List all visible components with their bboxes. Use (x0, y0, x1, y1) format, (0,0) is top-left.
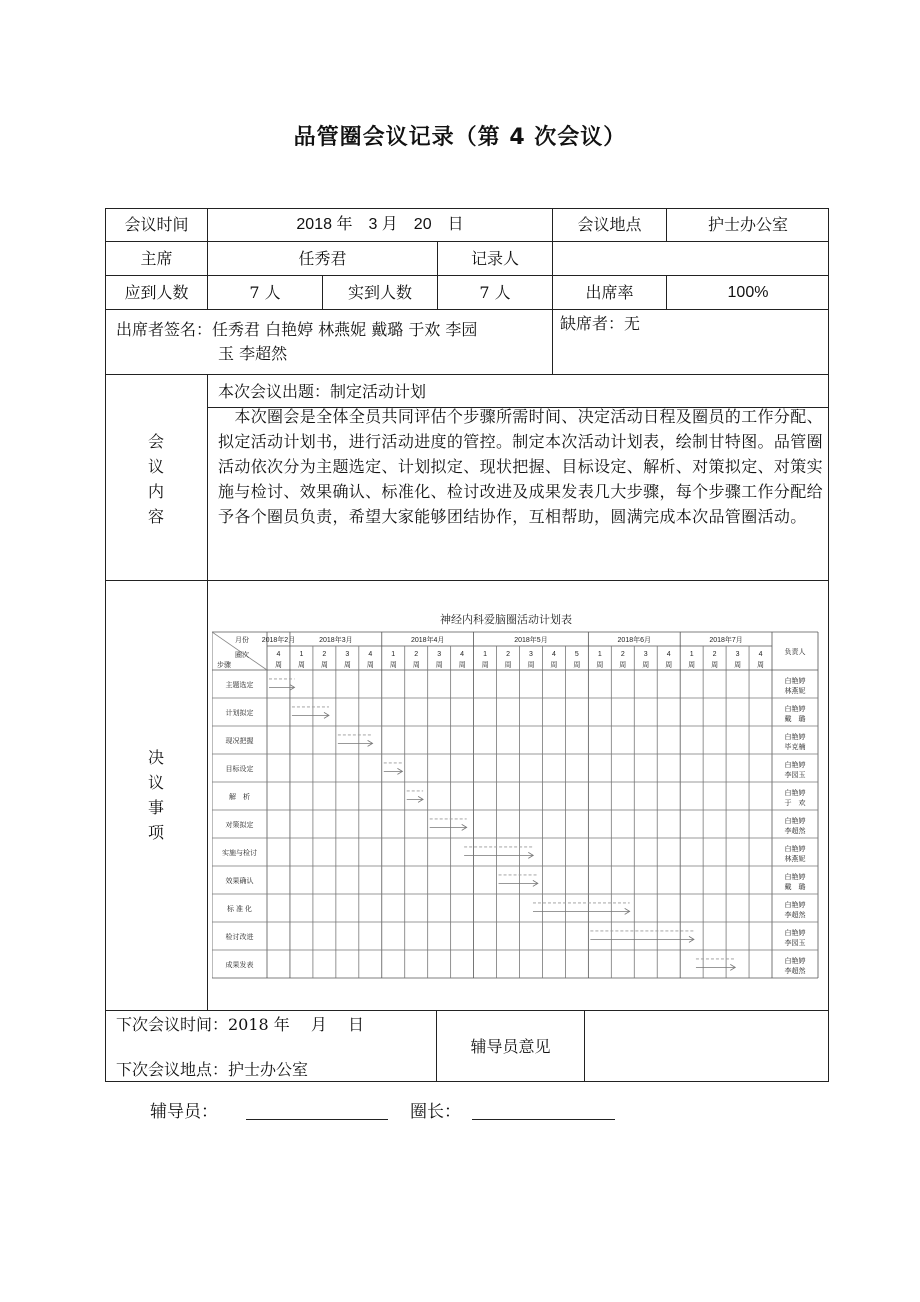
row-divider (105, 275, 829, 276)
gantt-owner-name: 白艳婷 (784, 762, 806, 769)
gantt-month-label: 2018年4月 (410, 637, 445, 644)
gantt-owner-name: 于 欢 (784, 800, 806, 807)
gantt-owner-name: 李超然 (784, 828, 806, 835)
gantt-step-label: 成果发表 (225, 962, 254, 969)
gantt-week-suffix: 周 (665, 662, 673, 669)
gantt-owner-name: 戴 璐 (784, 716, 806, 723)
expected-count-value: 7 人 (249, 283, 281, 302)
gantt-month-label: 2018年6月 (617, 637, 652, 644)
gantt-owner-name: 戴 璐 (784, 884, 806, 891)
gantt-owner-name: 白艳婷 (784, 902, 806, 909)
gantt-week-number: 5 (574, 651, 579, 658)
gantt-week-number: 4 (276, 651, 281, 658)
gantt-step-label: 实施与检讨 (222, 850, 257, 857)
actual-count-value: 7 人 (479, 283, 511, 302)
meeting-time-label: 会议时间 (124, 215, 189, 234)
gantt-week-number: 4 (666, 651, 671, 658)
gantt-owner-name: 白艳婷 (784, 818, 806, 825)
gantt-step-label: 标 准 化 (227, 906, 252, 913)
gantt-week-number: 3 (735, 651, 740, 658)
gantt-chart-svg (212, 608, 820, 980)
gantt-week-suffix: 周 (573, 662, 581, 669)
decision-items-label: 决 议 事 项 (147, 748, 164, 842)
next-meeting-time: 下次会议时间：2018 年 月 日 (116, 1015, 364, 1034)
attendee-signatures-line1: 出席者签名：任秀君 白艳婷 林燕妮 戴璐 于欢 李园 (116, 320, 478, 339)
gantt-owner-name: 林燕妮 (784, 856, 806, 863)
gantt-owner-name: 白艳婷 (784, 930, 806, 937)
gantt-week-number: 2 (620, 651, 625, 658)
gantt-week-suffix: 周 (320, 662, 328, 669)
expected-count-label: 应到人数 (124, 283, 189, 302)
gantt-step-label: 现况把握 (225, 738, 254, 745)
meeting-place-label: 会议地点 (577, 215, 642, 234)
gantt-week-number: 1 (299, 651, 304, 658)
gantt-week-suffix: 周 (389, 662, 397, 669)
gantt-week-suffix: 周 (688, 662, 696, 669)
gantt-week-number: 4 (460, 651, 465, 658)
gantt-week-suffix: 周 (596, 662, 604, 669)
gantt-week-suffix: 周 (527, 662, 535, 669)
gantt-week-suffix: 周 (343, 662, 351, 669)
gantt-step-label: 计划拟定 (225, 710, 254, 717)
gantt-owner-name: 白艳婷 (784, 734, 806, 741)
gantt-week-number: 3 (345, 651, 350, 658)
gantt-owner-name: 白艳婷 (784, 706, 806, 713)
gantt-week-number: 1 (391, 651, 396, 658)
gantt-step-label: 效果确认 (225, 878, 254, 885)
gantt-week-number: 4 (551, 651, 556, 658)
meeting-time-value: 2018 年 3 月 20 日 (296, 216, 464, 233)
gantt-week-number: 3 (643, 651, 648, 658)
gantt-week-suffix: 周 (757, 662, 765, 669)
gantt-week-suffix: 周 (297, 662, 305, 669)
gantt-owner-name: 林燕妮 (784, 688, 806, 695)
row-divider (105, 309, 829, 310)
gantt-week-suffix: 周 (550, 662, 558, 669)
gantt-week-suffix: 周 (481, 662, 489, 669)
gantt-owner-name: 李超然 (784, 912, 806, 919)
advisor-signature-label: 辅导员： (150, 1102, 218, 1122)
gantt-chart (212, 608, 820, 980)
gantt-week-number: 4 (368, 651, 373, 658)
attendee-signatures-line2: 玉 李超然 (218, 344, 288, 363)
absentees: 缺席者：无 (560, 314, 641, 333)
gantt-week-suffix: 周 (711, 662, 719, 669)
gantt-week-number: 2 (712, 651, 717, 658)
gantt-step-label: 解 析 (229, 794, 250, 801)
next-meeting-place: 下次会议地点：护士办公室 (116, 1060, 309, 1079)
gantt-owner-name: 李超然 (784, 968, 806, 975)
gantt-corner-step: 步骤 (217, 662, 231, 669)
gantt-week-number: 1 (597, 651, 602, 658)
gantt-owner-header: 负责人 (784, 649, 806, 656)
gantt-week-suffix: 周 (412, 662, 420, 669)
meeting-content-label: 会 议 内 容 (147, 432, 164, 526)
gantt-owner-name: 李园玉 (784, 940, 806, 947)
gantt-week-number: 1 (689, 651, 694, 658)
gantt-week-suffix: 周 (366, 662, 374, 669)
col-divider (552, 241, 553, 275)
advisor-signature-line[interactable] (246, 1119, 388, 1120)
recorder-label: 记录人 (470, 249, 519, 268)
row-divider (105, 241, 829, 242)
gantt-month-label: 2018年2月 (261, 637, 296, 644)
chair-label: 主席 (140, 249, 173, 268)
meeting-content-body: 本次圈会是全体全员共同评估个步骤所需时间、决定活动日程及圈员的工作分配、拟定活动计划书，进行活动进度的管控。制定本次活动计划表，绘制甘特图。品管圈活动依次分为主题选定、计划拟定、现状把握、目标设定、解析、对策拟定、对策实施与检讨、效果确认、标准化、检讨改进及成果发表几大步骤，每个步骤工作分配给予各个圈员负责，希望大家能够团结协作，互相帮助，圆满完成本次品管圈活动。 (218, 407, 823, 526)
gantt-corner-week: 圈次 (235, 652, 249, 659)
gantt-week-number: 3 (437, 651, 442, 658)
gantt-owner-name: 白艳婷 (784, 874, 806, 881)
document-title: 品管圈会议记录（第 4 次会议） (293, 125, 627, 150)
gantt-owner-name: 白艳婷 (784, 678, 806, 685)
gantt-step-label: 检讨改进 (225, 934, 254, 941)
gantt-week-suffix: 周 (435, 662, 443, 669)
gantt-week-number: 4 (758, 651, 763, 658)
gantt-owner-name: 白艳婷 (784, 790, 806, 797)
chair-value: 任秀君 (298, 249, 347, 268)
meeting-place-value: 护士办公室 (707, 215, 788, 234)
gantt-week-number: 1 (483, 651, 488, 658)
attendance-rate-value: 100% (727, 284, 769, 301)
gantt-week-number: 2 (322, 651, 327, 658)
gantt-week-suffix: 周 (274, 662, 282, 669)
gantt-week-number: 3 (529, 651, 533, 658)
attendance-rate-label: 出席率 (585, 283, 634, 302)
col-divider (207, 374, 208, 1010)
gantt-corner-month: 月份 (235, 637, 249, 644)
gantt-step-label: 主题选定 (225, 682, 254, 689)
gantt-week-number: 2 (506, 651, 510, 658)
gantt-title: 神经内科爱脑圈活动计划表 (440, 614, 572, 626)
gantt-owner-name: 毕克楠 (784, 744, 806, 751)
gantt-week-suffix: 周 (504, 662, 512, 669)
gantt-owner-name: 白艳婷 (784, 958, 806, 965)
gantt-step-label: 目标设定 (225, 766, 254, 773)
advisor-opinion-field[interactable] (585, 1011, 828, 1081)
advisor-opinion-label: 辅导员意见 (470, 1037, 551, 1056)
row-divider (105, 580, 829, 581)
gantt-week-suffix: 周 (458, 662, 466, 669)
gantt-step-label: 对策拟定 (225, 822, 254, 829)
actual-count-label: 实到人数 (347, 283, 412, 302)
gantt-week-suffix: 周 (642, 662, 650, 669)
row-divider (105, 374, 829, 375)
gantt-month-label: 2018年5月 (514, 637, 548, 644)
gantt-month-label: 2018年3月 (319, 637, 353, 644)
gantt-owner-name: 白艳婷 (784, 846, 806, 853)
gantt-week-number: 2 (414, 651, 419, 658)
gantt-owner-name: 李园玉 (784, 772, 806, 779)
leader-signature-label: 圈长： (410, 1102, 461, 1122)
gantt-week-suffix: 周 (734, 662, 742, 669)
gantt-week-suffix: 周 (619, 662, 627, 669)
meeting-topic: 本次会议出题：制定活动计划 (218, 382, 427, 401)
leader-signature-line[interactable] (472, 1119, 615, 1120)
gantt-month-label: 2018年7月 (709, 637, 743, 644)
